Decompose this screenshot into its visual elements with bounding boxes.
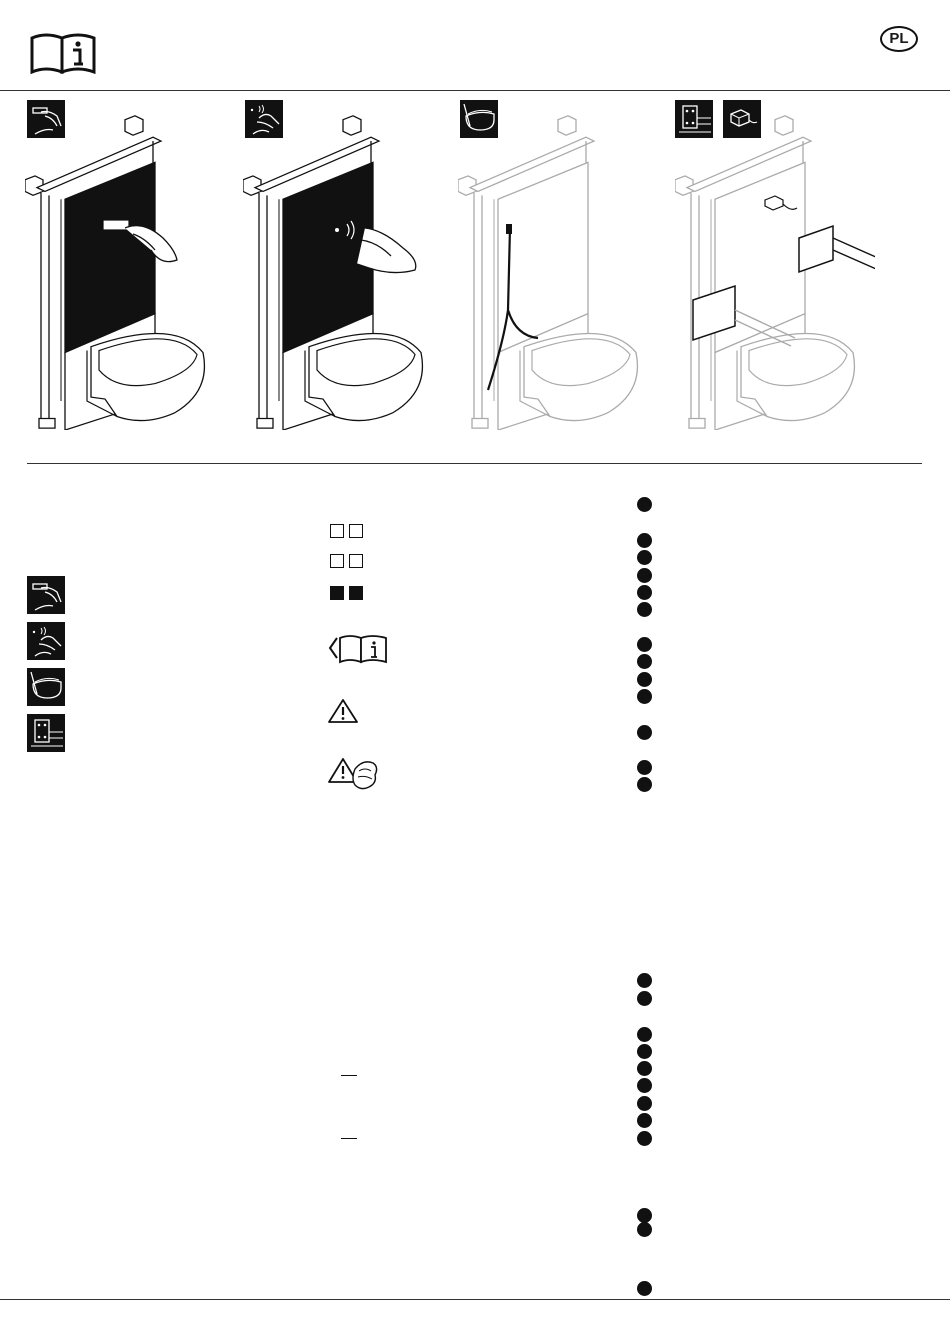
bullet-dot xyxy=(637,550,652,565)
bullet-dot xyxy=(637,760,652,775)
dash-marker xyxy=(341,1075,357,1076)
bullet-dot xyxy=(637,1096,652,1111)
manual-flush-plate-icon xyxy=(27,576,65,614)
figure-panel-mechanical xyxy=(25,100,225,430)
bullet-dot xyxy=(637,568,652,583)
bullet-dot xyxy=(637,1078,652,1093)
support-rail-icon xyxy=(675,100,713,138)
checkbox-square xyxy=(330,554,344,568)
header-divider xyxy=(0,90,950,91)
bullet-dot xyxy=(637,1222,652,1237)
sensor-flush-icon xyxy=(27,622,65,660)
checkbox-square xyxy=(349,524,363,538)
manual-flush-plate-icon xyxy=(27,100,65,138)
bullet-dot xyxy=(637,602,652,617)
bullet-dot xyxy=(637,1113,652,1128)
figure-panel-support xyxy=(675,100,875,430)
shower-toilet-icon xyxy=(27,668,65,706)
bullet-dot xyxy=(637,533,652,548)
shower-toilet-icon xyxy=(460,100,498,138)
section-divider xyxy=(27,463,922,464)
bullet-dot xyxy=(637,1281,652,1296)
bullet-dot xyxy=(637,1044,652,1059)
bullet-dot xyxy=(637,1131,652,1146)
electrical-box-icon xyxy=(723,100,761,138)
sensor-flush-icon xyxy=(245,100,283,138)
bullet-dot xyxy=(637,654,652,669)
bullet-dot xyxy=(637,725,652,740)
bullet-dot xyxy=(637,585,652,600)
manual-info-icon xyxy=(28,28,100,81)
checkbox-square xyxy=(349,586,363,600)
bullet-dot xyxy=(637,1027,652,1042)
checkbox-square xyxy=(330,524,344,538)
warning-icon xyxy=(327,698,359,729)
bullet-dot xyxy=(637,777,652,792)
dash-marker xyxy=(341,1138,357,1139)
bullet-dot xyxy=(637,991,652,1006)
checkbox-square xyxy=(349,554,363,568)
figure-panel-shower xyxy=(458,100,658,430)
checkbox-square xyxy=(330,586,344,600)
bullet-dot xyxy=(637,689,652,704)
language-badge: PL xyxy=(880,26,918,52)
bullet-dot xyxy=(637,973,652,988)
warning-cleaning-icon xyxy=(327,755,383,800)
bullet-dot xyxy=(637,1208,652,1223)
support-rail-icon xyxy=(27,714,65,752)
bullet-dot xyxy=(637,1061,652,1076)
see-manual-icon xyxy=(328,632,390,669)
bullet-dot xyxy=(637,672,652,687)
bullet-dot xyxy=(637,637,652,652)
footer-divider xyxy=(0,1299,950,1300)
figure-panel-sensor xyxy=(243,100,443,430)
bullet-dot xyxy=(637,497,652,512)
